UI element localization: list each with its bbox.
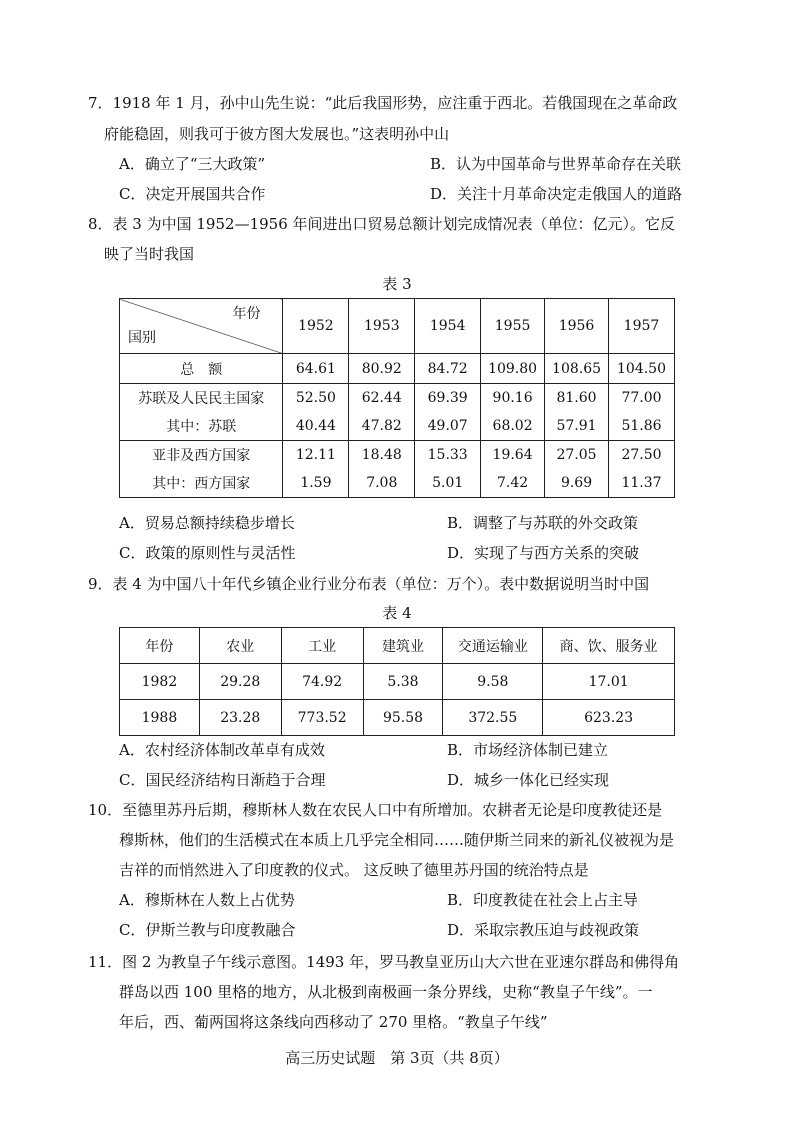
table4	[119, 627, 675, 736]
table3-caption: 表 3	[382, 275, 412, 293]
table3-header-country: 国别	[128, 330, 156, 346]
table4-cell: 5.38	[363, 664, 443, 700]
q7-stem-line2: 府能稳固，则我可于彼方图大发展也。”这表明孙中山	[104, 125, 450, 143]
table3-cell: 90.16	[481, 384, 545, 413]
table3-cell: 57.91	[545, 412, 609, 441]
table3-cell: 62.44	[349, 384, 415, 413]
table3-cell: 68.02	[481, 412, 545, 441]
table3-cell: 27.50	[609, 441, 675, 470]
table4-cell: 1988	[120, 700, 200, 736]
table3-cell: 77.00	[609, 384, 675, 413]
table3-cell: 5.01	[415, 469, 481, 498]
table3-diagonal-header	[120, 299, 283, 354]
q10-option-a: A．穆斯林在人数上占优势	[119, 891, 295, 909]
table3-cell: 64.61	[283, 354, 349, 384]
table4-cell: 9.58	[443, 664, 543, 700]
table4-header: 农业	[199, 628, 281, 664]
table3-header-row	[120, 299, 675, 354]
table4-header: 交通运输业	[443, 628, 543, 664]
table3-cell: 80.92	[349, 354, 415, 384]
table4-cell: 95.58	[363, 700, 443, 736]
table3-cell: 69.39	[415, 384, 481, 413]
table3-cell: 108.65	[545, 354, 609, 384]
q10-option-b: B．印度教徒在社会上占主导	[447, 891, 639, 909]
table3-cell: 84.72	[415, 354, 481, 384]
q9-stem-line1: 9．表 4 为中国八十年代乡镇企业行业分布表（单位：万个）。表中数据说明当时中国	[88, 575, 650, 593]
table4-cell: 623.23	[543, 700, 675, 736]
table3-cell: 15.33	[415, 441, 481, 470]
table4-cell: 773.52	[281, 700, 363, 736]
table4-caption: 表 4	[382, 604, 412, 622]
q9-option-a: A．农村经济体制改革卓有成效	[119, 741, 325, 759]
q10-stem-line1: 10．至德里苏丹后期，穆斯林人数在农民人口中有所增加。农耕者无论是印度教徒还是	[88, 801, 663, 819]
table4-header: 工业	[281, 628, 363, 664]
q10-stem-line2: 穆斯林，他们的生活模式在本质上几乎完全相同……随伊斯兰同来的新礼仪被视为是	[119, 831, 675, 849]
table4-row	[120, 700, 675, 736]
table3-row-label: 其中：苏联	[120, 412, 283, 441]
table4-cell: 23.28	[199, 700, 281, 736]
table4-cell: 372.55	[443, 700, 543, 736]
q11-stem-line3: 年后，西、葡两国将这条线向西移动了 270 里格。“教皇子午线”	[119, 1013, 548, 1031]
q11-stem-line1: 11．图 2 为教皇子午线示意图。1493 年，罗马教皇亚历山大六世在亚速尔群岛和佛得角	[88, 953, 680, 971]
table4-header-row	[120, 628, 675, 664]
table3-cell: 1.59	[283, 469, 349, 498]
table3-year: 1955	[481, 299, 545, 354]
q9-option-b: B．市场经济体制已建立	[447, 741, 609, 759]
q9-option-d: D．城乡一体化已经实现	[447, 771, 610, 789]
table3-cell: 47.82	[349, 412, 415, 441]
table3-cell: 51.86	[609, 412, 675, 441]
table3-year: 1953	[349, 299, 415, 354]
table3-cell: 7.42	[481, 469, 545, 498]
table3-row-label: 苏联及人民民主国家	[120, 384, 283, 413]
table3-cell: 7.08	[349, 469, 415, 498]
table3-cell: 12.11	[283, 441, 349, 470]
page-footer: 高三历史试题 第 3页（共 8页）	[285, 1049, 509, 1067]
table4-header: 年份	[120, 628, 200, 664]
q8-option-c: C．政策的原则性与灵活性	[119, 544, 296, 562]
table4-cell: 1982	[120, 664, 200, 700]
table3-cell: 27.05	[545, 441, 609, 470]
q8-stem-line1: 8．表 3 为中国 1952—1956 年间进出口贸易总额计划完成情况表（单位：亿元）。它反	[88, 215, 676, 233]
table3-row	[120, 441, 675, 470]
q7-stem-line1: 7．1918 年 1 月，孙中山先生说：“此后我国形势，应注重于西北。若俄国现在之革命政	[88, 94, 678, 112]
q9-option-c: C．国民经济结构日渐趋于合理	[119, 771, 326, 789]
table3-cell: 40.44	[283, 412, 349, 441]
q10-stem-line3: 吉祥的而悄然进入了印度教的仪式。 这反映了德里苏丹国的统治特点是	[119, 861, 589, 879]
table3-row-label: 其中：西方国家	[120, 469, 283, 498]
table4-row	[120, 664, 675, 700]
table3-cell: 18.48	[349, 441, 415, 470]
table3-cell: 52.50	[283, 384, 349, 413]
q8-stem-line2: 映了当时我国	[104, 245, 195, 263]
table3-cell: 19.64	[481, 441, 545, 470]
table3-year: 1952	[283, 299, 349, 354]
table3-cell: 104.50	[609, 354, 675, 384]
table4-cell: 17.01	[543, 664, 675, 700]
q8-option-b: B．调整了与苏联的外交政策	[447, 514, 639, 532]
table3-row-label: 总 额	[120, 354, 283, 384]
table4-header: 商、饮、服务业	[543, 628, 675, 664]
table4-header: 建筑业	[363, 628, 443, 664]
table3-year: 1956	[545, 299, 609, 354]
q7-option-c: C．决定开展国共合作	[119, 185, 266, 203]
table3-row	[120, 384, 675, 413]
table3-cell: 9.69	[545, 469, 609, 498]
q10-option-c: C．伊斯兰教与印度教融合	[119, 921, 296, 939]
table3-cell: 49.07	[415, 412, 481, 441]
table3-row	[120, 354, 675, 384]
table3-row-label: 亚非及西方国家	[120, 441, 283, 470]
table3-year: 1954	[415, 299, 481, 354]
table3-row	[120, 469, 675, 498]
q7-option-a: A．确立了“三大政策”	[119, 155, 266, 173]
q7-option-d: D．关注十月革命决定走俄国人的道路	[430, 185, 683, 203]
table3-cell: 109.80	[481, 354, 545, 384]
table3-row	[120, 412, 675, 441]
q7-option-b: B．认为中国革命与世界革命存在关联	[430, 155, 682, 173]
q8-option-d: D．实现了与西方关系的突破	[447, 544, 640, 562]
table3	[119, 298, 675, 498]
table3-year: 1957	[609, 299, 675, 354]
table3-cell: 81.60	[545, 384, 609, 413]
table3-header-year: 年份	[232, 306, 261, 322]
q8-option-a: A．贸易总额持续稳步增长	[119, 514, 295, 532]
table3-cell: 11.37	[609, 469, 675, 498]
q11-stem-line2: 群岛以西 100 里格的地方，从北极到南极画一条分界线，史称“教皇子午线”。一	[119, 983, 653, 1001]
table4-cell: 29.28	[199, 664, 281, 700]
q10-option-d: D．采取宗教压迫与歧视政策	[447, 921, 640, 939]
table4-cell: 74.92	[281, 664, 363, 700]
